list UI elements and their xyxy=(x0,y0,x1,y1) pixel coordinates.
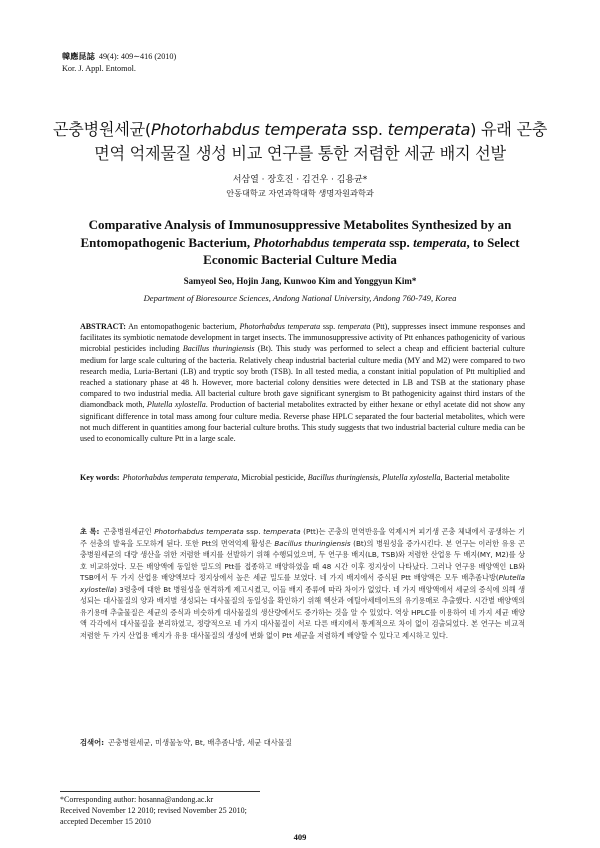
korean-title-part1: 곤충병원세균( xyxy=(52,120,151,139)
english-abstract xyxy=(80,321,525,444)
keyword: , Bacterial metabolite xyxy=(440,473,510,482)
keywords-values xyxy=(123,472,519,483)
korean-abstract-text: (Ptt)는 곤충의 면역반응을 억제시켜 피기생 곤충 체내에서 공생하는 기주 선충의 발육을 도모하게 된다. 또한 Ptt의 면역억제 활성은 xyxy=(80,527,525,548)
korean-abstract-text: (Bt)의 병원성을 증가시킨다. 본 연구는 이러한 유용 곤충병원세균의 대량 생산을 위한 저렴한 배지를 선발하기 위해 수행되었으며, 두 연구용 배지(LB, TSB)와 저렴한 산업용 두 배지(MY, M2)를 상호 비교하였다. 모든 배양액에 동일한 밀도의 Ptt를 접종하고 배양하였을 때 48 시간 이후 정지상이 나타났다. 그러나 연구용 배양액인 LB와 TSB에서 두 가지 산업용 배양액보다 정지상에서 높은 세균 밀도를 보였다. 네 가지 배지에서 증식된 Ptt 배양액은 모두 배추좀나방( xyxy=(80,538,525,582)
keyword: Photorhabdus temperata temperata xyxy=(122,473,238,482)
journal-name-ko: 韓應昆誌 xyxy=(62,51,95,61)
corresponding-author: *Corresponding author: hosanna@andong.ac.kr xyxy=(60,795,214,804)
journal-name-en: Kor. J. Appl. Entomol. xyxy=(62,64,136,73)
keywords-label: Key words: xyxy=(80,473,120,482)
english-title-part2: , to Select Economic Bacterial Culture Media xyxy=(203,234,520,267)
footnotes xyxy=(60,794,247,827)
english-title-part1: Comparative Analysis of Immunosuppressive Metabolites Synthesized by an Entomopathogenic Bacterium, xyxy=(80,217,512,250)
korean-title-species: Photorhabdus temperata xyxy=(150,120,347,139)
abstract-species: Photorhabdus temperata xyxy=(239,322,321,331)
english-title-subspecies: temperata xyxy=(413,234,467,250)
korean-keywords-label: 검색어: xyxy=(80,738,105,747)
korean-keywords xyxy=(80,738,525,748)
korean-abstract-text: ) 3령충에 대한 Bt 병원성을 현격하게 제고시켰고, 이들 배지 종류에 따라 차이가 없었다. 네 가지 배양액에서 세균의 증식에 의해 생성되는 대사물질의 양과 배지별 생성되는 대사물질의 동일성을 확인하기 위해 헥산과 에틸아세테이트의 유기용매로 추출했다. 시간별 배양액의 유기용매 추출물질은 세균의 증식과 비슷하게 대사물질의 생산량에서도 증가하는 것을 알 수 있었다. 역상 HPLC를 이용하여 네 가지 세균 배양액 각각에서 대사물질을 분리하였고, 정량적으로 네 가지 대사물질이 서로 다른 배지에서 통계적으로 차이 없이 검출되었다. 본 연구는 비교적 저렴한 두 가지 산업용 배지가 유용 대사물질의 생성에 변화 없이 Ptt 세균을 저렴하게 배양할 수 있다고 제시하고 있다. xyxy=(80,584,525,640)
journal-citation xyxy=(62,50,176,63)
english-affiliation: Department of Bioresource Sciences, Andong National University, Andong 760-749, Korea xyxy=(143,293,457,303)
korean-title-subspecies: temperata xyxy=(387,120,471,139)
keyword: , Microbial pesticide, xyxy=(237,473,308,482)
footnote-divider xyxy=(60,791,260,792)
journal-volume-pages: 49(4): 409∼416 (2010) xyxy=(98,52,177,61)
english-title-species: Photorhabdus temperata xyxy=(253,234,386,250)
abstract-label: ABSTRACT: xyxy=(80,322,126,331)
abstract-text: (Ptt), suppresses insect immune responses and facilitates its symbiotic nematode development in target insects. The immunosuppressive activity of Ptt enhances pathogenicity of various microbial pesticides including xyxy=(80,322,525,354)
page-number: 409 xyxy=(293,832,307,842)
korean-abstract-text: 곤충병원세균인 xyxy=(103,527,155,536)
korean-abstract-label: 초 록: xyxy=(80,527,100,536)
korean-title-line2: 면역 억제물질 생성 비교 연구를 통한 저렴한 세균 배지 선발 xyxy=(94,144,506,163)
korean-keywords-values: 곤충병원세균, 미생물농약, Bt, 배추좀나방, 세균 대사물질 xyxy=(108,738,292,747)
abstract-text: (Bt). This study was performed to select a cheap and efficient bacterial culture medium for large scale culturing of the bacteria. Relatively cheap industrial bacterial culture media (MY and M2) were compared to two research media, Luria-Bertani (LB) and tryptic soy broth (TSB). In all tested media, a constant initial population of Ptt multiplied and reached a stationary phase at 48 h. However, more bacterial colony densities were detected in LB and TSB at the stationary phase compared to two industrial media. All bacterial culture broth gave significant synergism to Bt pathogenicity against third instars of the diamondback moth, xyxy=(80,344,525,410)
korean-abstract-text: ssp. xyxy=(243,527,264,536)
english-keywords xyxy=(80,472,525,483)
keyword: Bacillus thuringiensis xyxy=(307,473,379,482)
korean-title-part2: ) 유래 곤충 xyxy=(470,120,548,139)
korean-title-ssp: ssp. xyxy=(346,120,388,139)
received-dates: Received November 12 2010; revised November 25 2010; xyxy=(60,806,247,815)
korean-abstract-species: Bacillus thuringiensis xyxy=(274,538,351,548)
english-title-ssp: ssp. xyxy=(385,234,414,250)
journal-header xyxy=(62,50,176,75)
korean-title xyxy=(50,118,550,166)
korean-affiliation: 안동대학교 자연과학대학 생명자원과학과 xyxy=(226,188,374,198)
korean-authors: 서삼열 · 장호진 · 김건우 · 김용균* xyxy=(232,175,368,185)
english-title xyxy=(55,216,545,269)
keyword-separator: , xyxy=(378,473,383,482)
accepted-date: accepted December 15 2010 xyxy=(60,817,151,826)
abstract-text: . Production of bacterial metabolites extracted by either hexane or ethyl acetate did not show any significant difference in total mass among four culture media. Reverse phase HPLC separated the four bacterial metabolites, which were not much different in quantities among four bacterial culture broths. This study suggests that two industrial bacterial culture media can be used to economically culture Ptt in a large scale. xyxy=(80,400,525,444)
korean-abstract-species: Photorhabdus temperata xyxy=(154,527,244,536)
abstract-species: temperata xyxy=(337,322,371,331)
korean-abstract-species: temperata xyxy=(263,527,301,536)
abstract-species: Plutella xylostella xyxy=(146,400,206,410)
english-authors: Samyeol Seo, Hojin Jang, Kunwoo Kim and Yonggyun Kim* xyxy=(183,276,417,286)
korean-abstract-species: Plutella xylostella xyxy=(80,573,525,594)
korean-abstract xyxy=(80,526,525,641)
abstract-text: An entomopathogenic bacterium, xyxy=(125,322,240,331)
keyword: Plutella xylostella xyxy=(382,473,441,482)
abstract-species: Bacillus thuringiensis xyxy=(182,344,255,354)
abstract-text: ssp. xyxy=(320,322,338,331)
